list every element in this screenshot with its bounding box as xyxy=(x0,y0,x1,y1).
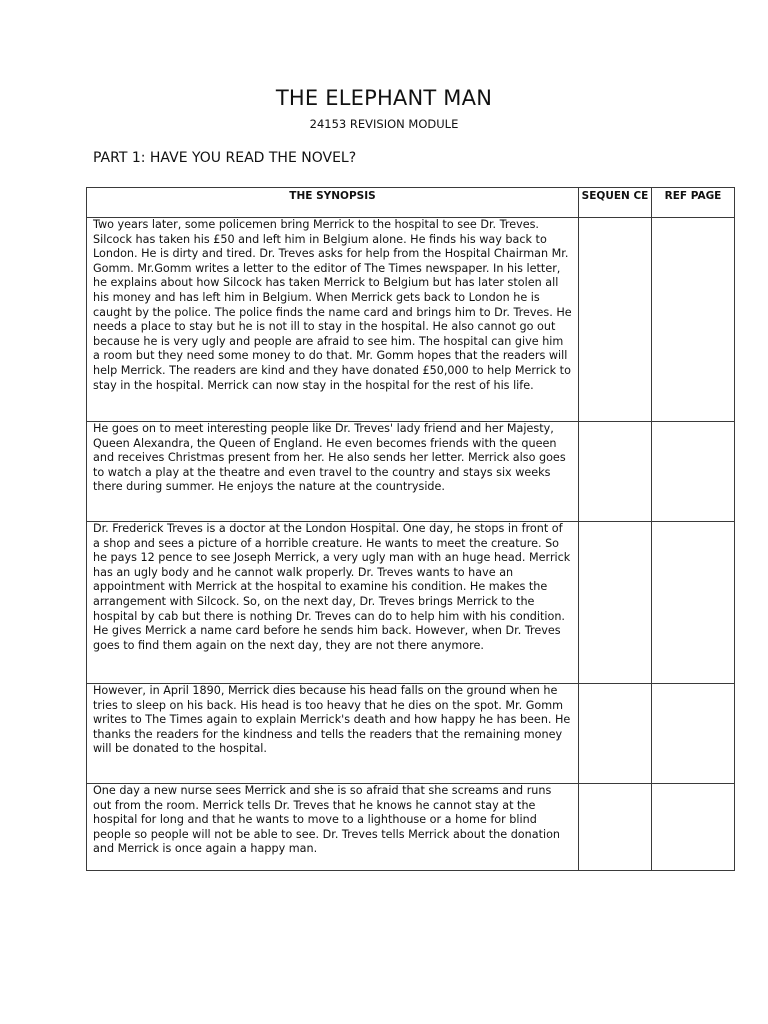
table-row xyxy=(87,522,735,684)
header-synopsis: THE SYNOPSIS xyxy=(87,188,579,218)
sequence-cell[interactable] xyxy=(579,684,652,784)
sequence-cell[interactable] xyxy=(579,218,652,422)
document-subtitle: 24153 REVISION MODULE xyxy=(309,117,459,131)
ref-page-cell[interactable] xyxy=(652,218,735,422)
synopsis-cell: He goes on to meet interesting people like Dr. Treves' lady friend and her Majesty, Queen Alexandra, the Queen of England. He even becomes friends with the queen and receives Christmas present from her. He also sends her letter. Merrick also goes to watch a play at the theatre and even travel to the country and stays six weeks there during summer. He enjoys the nature at the countryside. xyxy=(87,422,579,522)
synopsis-cell: However, in April 1890, Merrick dies because his head falls on the ground when he tries to sleep on his back. His head is too heavy that he dies on the spot. Mr. Gomm writes to The Times again to explain Merrick's death and how happy he has been. He thanks the readers for the kindness and tells the readers that the remaining money will be donated to the hospital. xyxy=(87,684,579,784)
synopsis-cell: Two years later, some policemen bring Merrick to the hospital to see Dr. Treves. Silcock has taken his £50 and left him in Belgium alone. He finds his way back to London. He is dirty and tired. Dr. Treves asks for help from the Hospital Chairman Mr. Gomm. Mr.Gomm writes a letter to the editor of The Times newspaper. In his letter, he explains about how Silcock has taken Merrick to Belgium but has later stolen all his money and has left him in Belgium. When Merrick gets back to London he is caught by the police. The police finds the name card and brings him to Dr. Treves. He needs a place to stay but he is not ill to stay in the hospital. He also cannot go out because he is very ugly and people are afraid to see him. The hospital can give him a room but they need some money to do that. Mr. Gomm hopes that the readers will help Merrick. The readers are kind and they have donated £50,000 to help Merrick to stay in the hospital. Merrick can now stay in the hospital for the rest of his life. xyxy=(87,218,579,422)
synopsis-cell: Dr. Frederick Treves is a doctor at the London Hospital. One day, he stops in front of a shop and sees a picture of a horrible creature. He wants to meet the creature. So he pays 12 pence to see Joseph Merrick, a very ugly man with an huge head. Merrick has an ugly body and he cannot walk properly. Dr. Treves wants to have an appointment with Merrick at the hospital to examine his condition. He makes the arrangement with Silcock. So, on the next day, Dr. Treves brings Merrick to the hospital by cab but there is nothing Dr. Treves can do to help him with his condition. He gives Merrick a name card before he sends him back. However, when Dr. Treves goes to find them again on the next day, they are not there anymore. xyxy=(87,522,579,684)
sequence-cell[interactable] xyxy=(579,522,652,684)
header-ref-page: REF PAGE xyxy=(652,188,735,218)
ref-page-cell[interactable] xyxy=(652,684,735,784)
sequence-cell[interactable] xyxy=(579,422,652,522)
table-row xyxy=(87,684,735,784)
document-title: THE ELEPHANT MAN xyxy=(275,86,493,110)
part-heading: PART 1: HAVE YOU READ THE NOVEL? xyxy=(93,150,357,166)
ref-page-cell[interactable] xyxy=(652,422,735,522)
header-sequence: SEQUEN CE xyxy=(579,188,652,218)
table-row xyxy=(87,218,735,422)
table-row xyxy=(87,422,735,522)
table-row xyxy=(87,784,735,871)
sequence-cell[interactable] xyxy=(579,784,652,871)
synopsis-table xyxy=(86,187,735,871)
ref-page-cell[interactable] xyxy=(652,784,735,871)
synopsis-cell: One day a new nurse sees Merrick and she is so afraid that she screams and runs out from the room. Merrick tells Dr. Treves that he knows he cannot stay at the hospital for long and that he wants to move to a lighthouse or a home for blind people so people will not be able to see. Dr. Treves tells Merrick about the donation and Merrick is once again a happy man. xyxy=(87,784,579,871)
table-header-row xyxy=(87,188,735,218)
ref-page-cell[interactable] xyxy=(652,522,735,684)
